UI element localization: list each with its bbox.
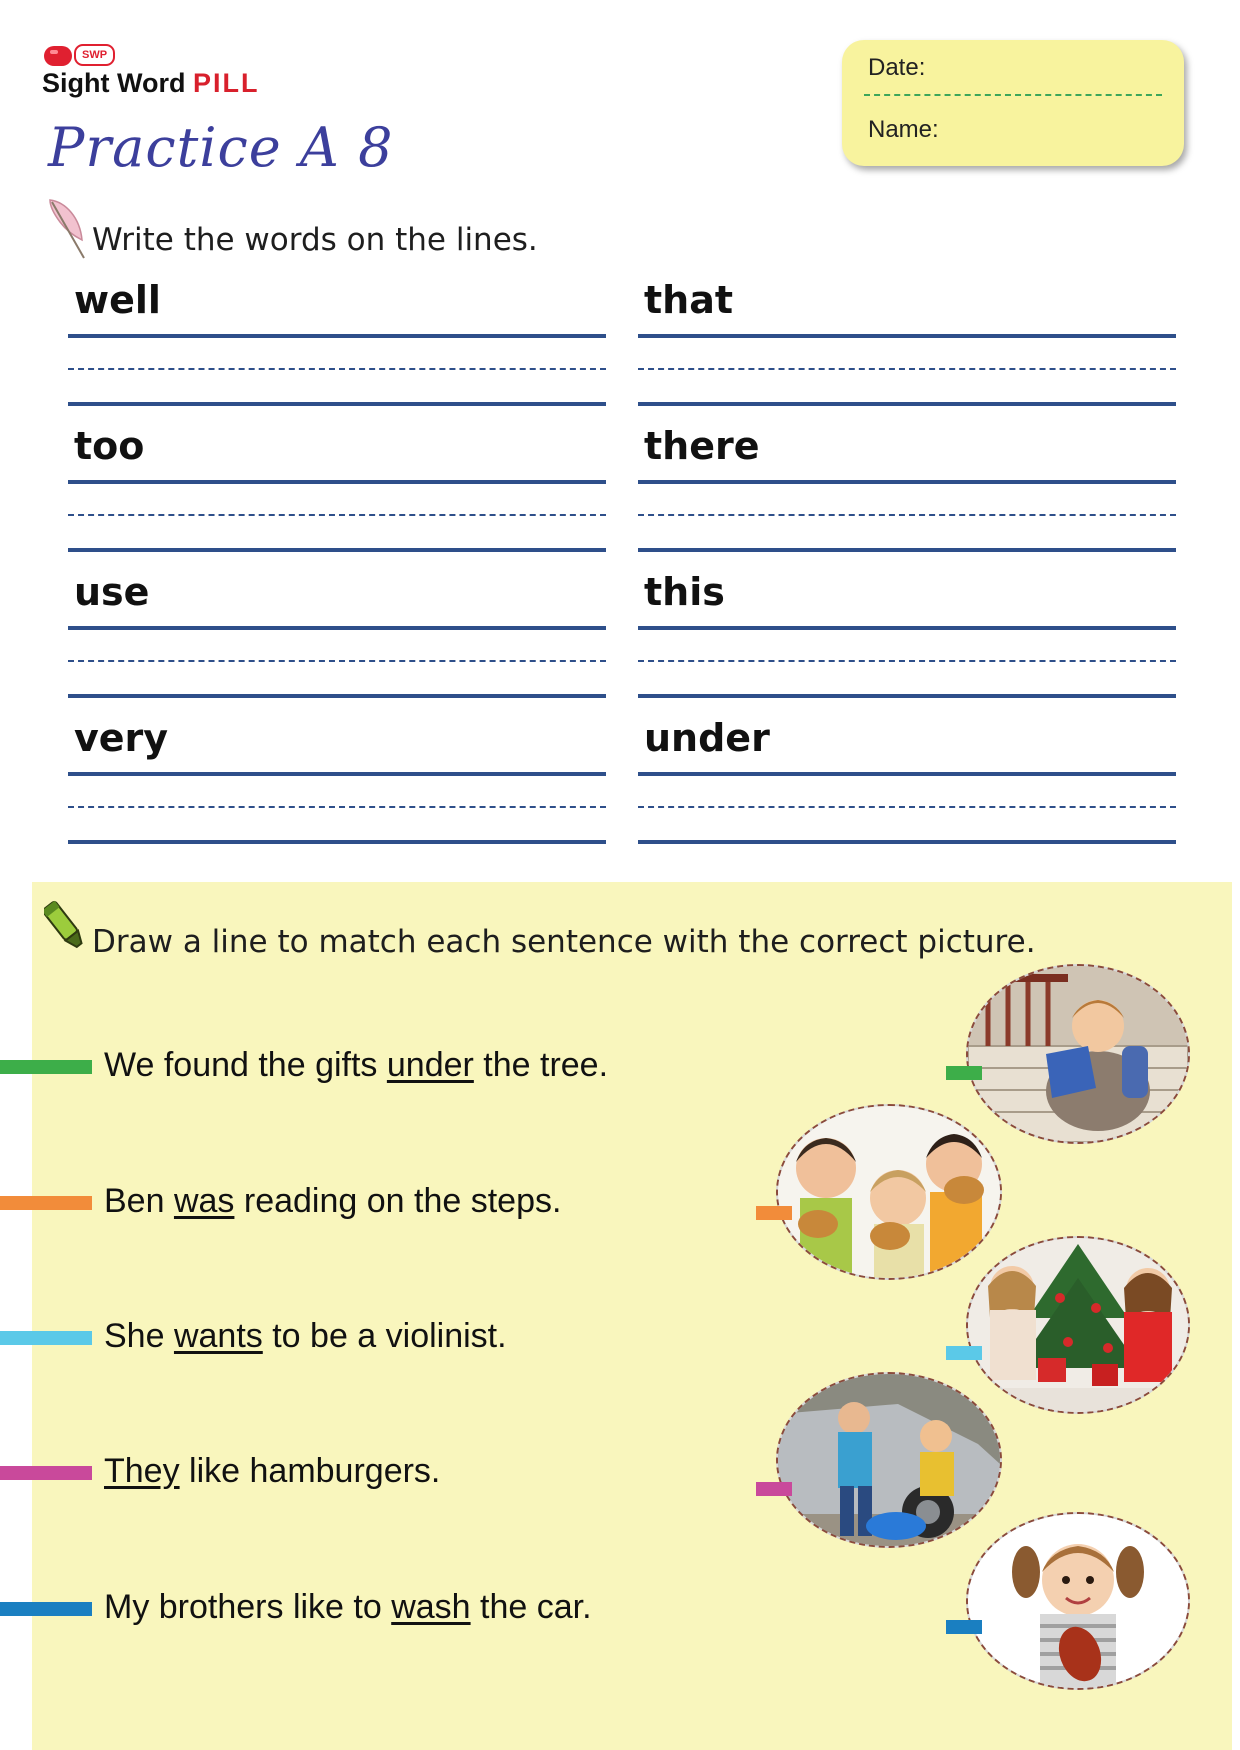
writing-line xyxy=(638,840,1176,844)
picture-kids-hamburgers xyxy=(776,1104,1002,1280)
writing-line xyxy=(68,334,606,338)
sight-word-underlined: was xyxy=(173,1182,235,1220)
match-dot[interactable] xyxy=(0,1331,92,1345)
writing-guide xyxy=(68,806,606,808)
writing-guide xyxy=(638,514,1176,516)
brand-name xyxy=(42,68,259,99)
sentence-text: She xyxy=(104,1317,174,1355)
writing-guide xyxy=(68,368,606,370)
picture-washing-car xyxy=(776,1372,1002,1548)
word-writing-block[interactable] xyxy=(638,424,1176,570)
section1-instruction: Write the words on the lines. xyxy=(92,222,538,258)
word-writing-block[interactable] xyxy=(638,570,1176,716)
sight-word: well xyxy=(74,278,161,322)
date-name-card xyxy=(842,40,1184,166)
picture-christmas-gifts xyxy=(966,1236,1190,1414)
sight-word: this xyxy=(644,570,725,614)
word-writing-block[interactable] xyxy=(68,716,606,862)
sentence xyxy=(104,1588,592,1627)
match-dot[interactable] xyxy=(946,1066,982,1080)
sentence-text: reading on the steps. xyxy=(234,1182,562,1220)
writing-line xyxy=(68,548,606,552)
sight-word: too xyxy=(74,424,145,468)
writing-line xyxy=(68,626,606,630)
match-dot[interactable] xyxy=(756,1206,792,1220)
logo-badge: SWP xyxy=(74,44,115,66)
sentence xyxy=(104,1317,507,1356)
match-dot[interactable] xyxy=(946,1620,982,1634)
writing-guide xyxy=(638,806,1176,808)
writing-line xyxy=(638,626,1176,630)
picture-boy-reading xyxy=(966,964,1190,1144)
match-dot[interactable] xyxy=(0,1196,92,1210)
sight-word-underlined: under xyxy=(386,1046,474,1084)
marker-icon xyxy=(44,896,86,958)
word-writing-block[interactable] xyxy=(68,278,606,424)
feather-icon xyxy=(44,196,88,262)
match-dot[interactable] xyxy=(756,1482,792,1496)
sight-word: very xyxy=(74,716,169,760)
date-label: Date: xyxy=(868,54,926,81)
sentence-text: like hamburgers. xyxy=(179,1452,441,1490)
writing-line xyxy=(638,402,1176,406)
sentence-text: We found the gifts xyxy=(104,1046,387,1084)
brand-highlight: PILL xyxy=(192,68,260,98)
writing-line xyxy=(68,772,606,776)
word-writing-block[interactable] xyxy=(68,570,606,716)
match-dot[interactable] xyxy=(0,1466,92,1480)
sentence-text: My brothers like to xyxy=(104,1588,392,1626)
writing-guide xyxy=(68,660,606,662)
word-writing-block[interactable] xyxy=(638,716,1176,862)
match-dot[interactable] xyxy=(0,1602,92,1616)
match-dot[interactable] xyxy=(946,1346,982,1360)
writing-line xyxy=(68,480,606,484)
sight-word-underlined: wants xyxy=(173,1317,263,1355)
sentence-text: Ben xyxy=(104,1182,174,1220)
logo xyxy=(42,44,282,104)
writing-line xyxy=(638,694,1176,698)
sentence-text: the car. xyxy=(470,1588,592,1626)
sentence-text: to be a violinist. xyxy=(262,1317,507,1355)
sight-word: there xyxy=(644,424,760,468)
sight-word: use xyxy=(74,570,150,614)
writing-line xyxy=(638,548,1176,552)
writing-line xyxy=(68,402,606,406)
word-writing-block[interactable] xyxy=(638,278,1176,424)
writing-guide xyxy=(638,660,1176,662)
page-title: Practice A 8 xyxy=(48,116,394,179)
sentence-text: the tree. xyxy=(473,1046,609,1084)
section2-instruction: Draw a line to match each sentence with the correct picture. xyxy=(92,924,1036,960)
writing-line xyxy=(68,694,606,698)
match-dot[interactable] xyxy=(0,1060,92,1074)
picture-girl-violin xyxy=(966,1512,1190,1690)
brand-prefix: Sight Word xyxy=(42,68,193,98)
writing-guide xyxy=(638,368,1176,370)
sentence xyxy=(104,1182,561,1221)
writing-guide xyxy=(68,514,606,516)
sight-word-underlined: wash xyxy=(391,1588,471,1626)
sight-word-underlined: They xyxy=(104,1452,180,1490)
date-line[interactable] xyxy=(864,94,1162,96)
pill-icon xyxy=(44,46,72,66)
sight-word: that xyxy=(644,278,734,322)
sentence xyxy=(104,1046,608,1085)
writing-line xyxy=(638,480,1176,484)
writing-line xyxy=(68,840,606,844)
word-writing-block[interactable] xyxy=(68,424,606,570)
sight-word: under xyxy=(644,716,770,760)
sentence xyxy=(104,1452,440,1491)
writing-line xyxy=(638,772,1176,776)
writing-line xyxy=(638,334,1176,338)
name-label: Name: xyxy=(868,116,939,143)
